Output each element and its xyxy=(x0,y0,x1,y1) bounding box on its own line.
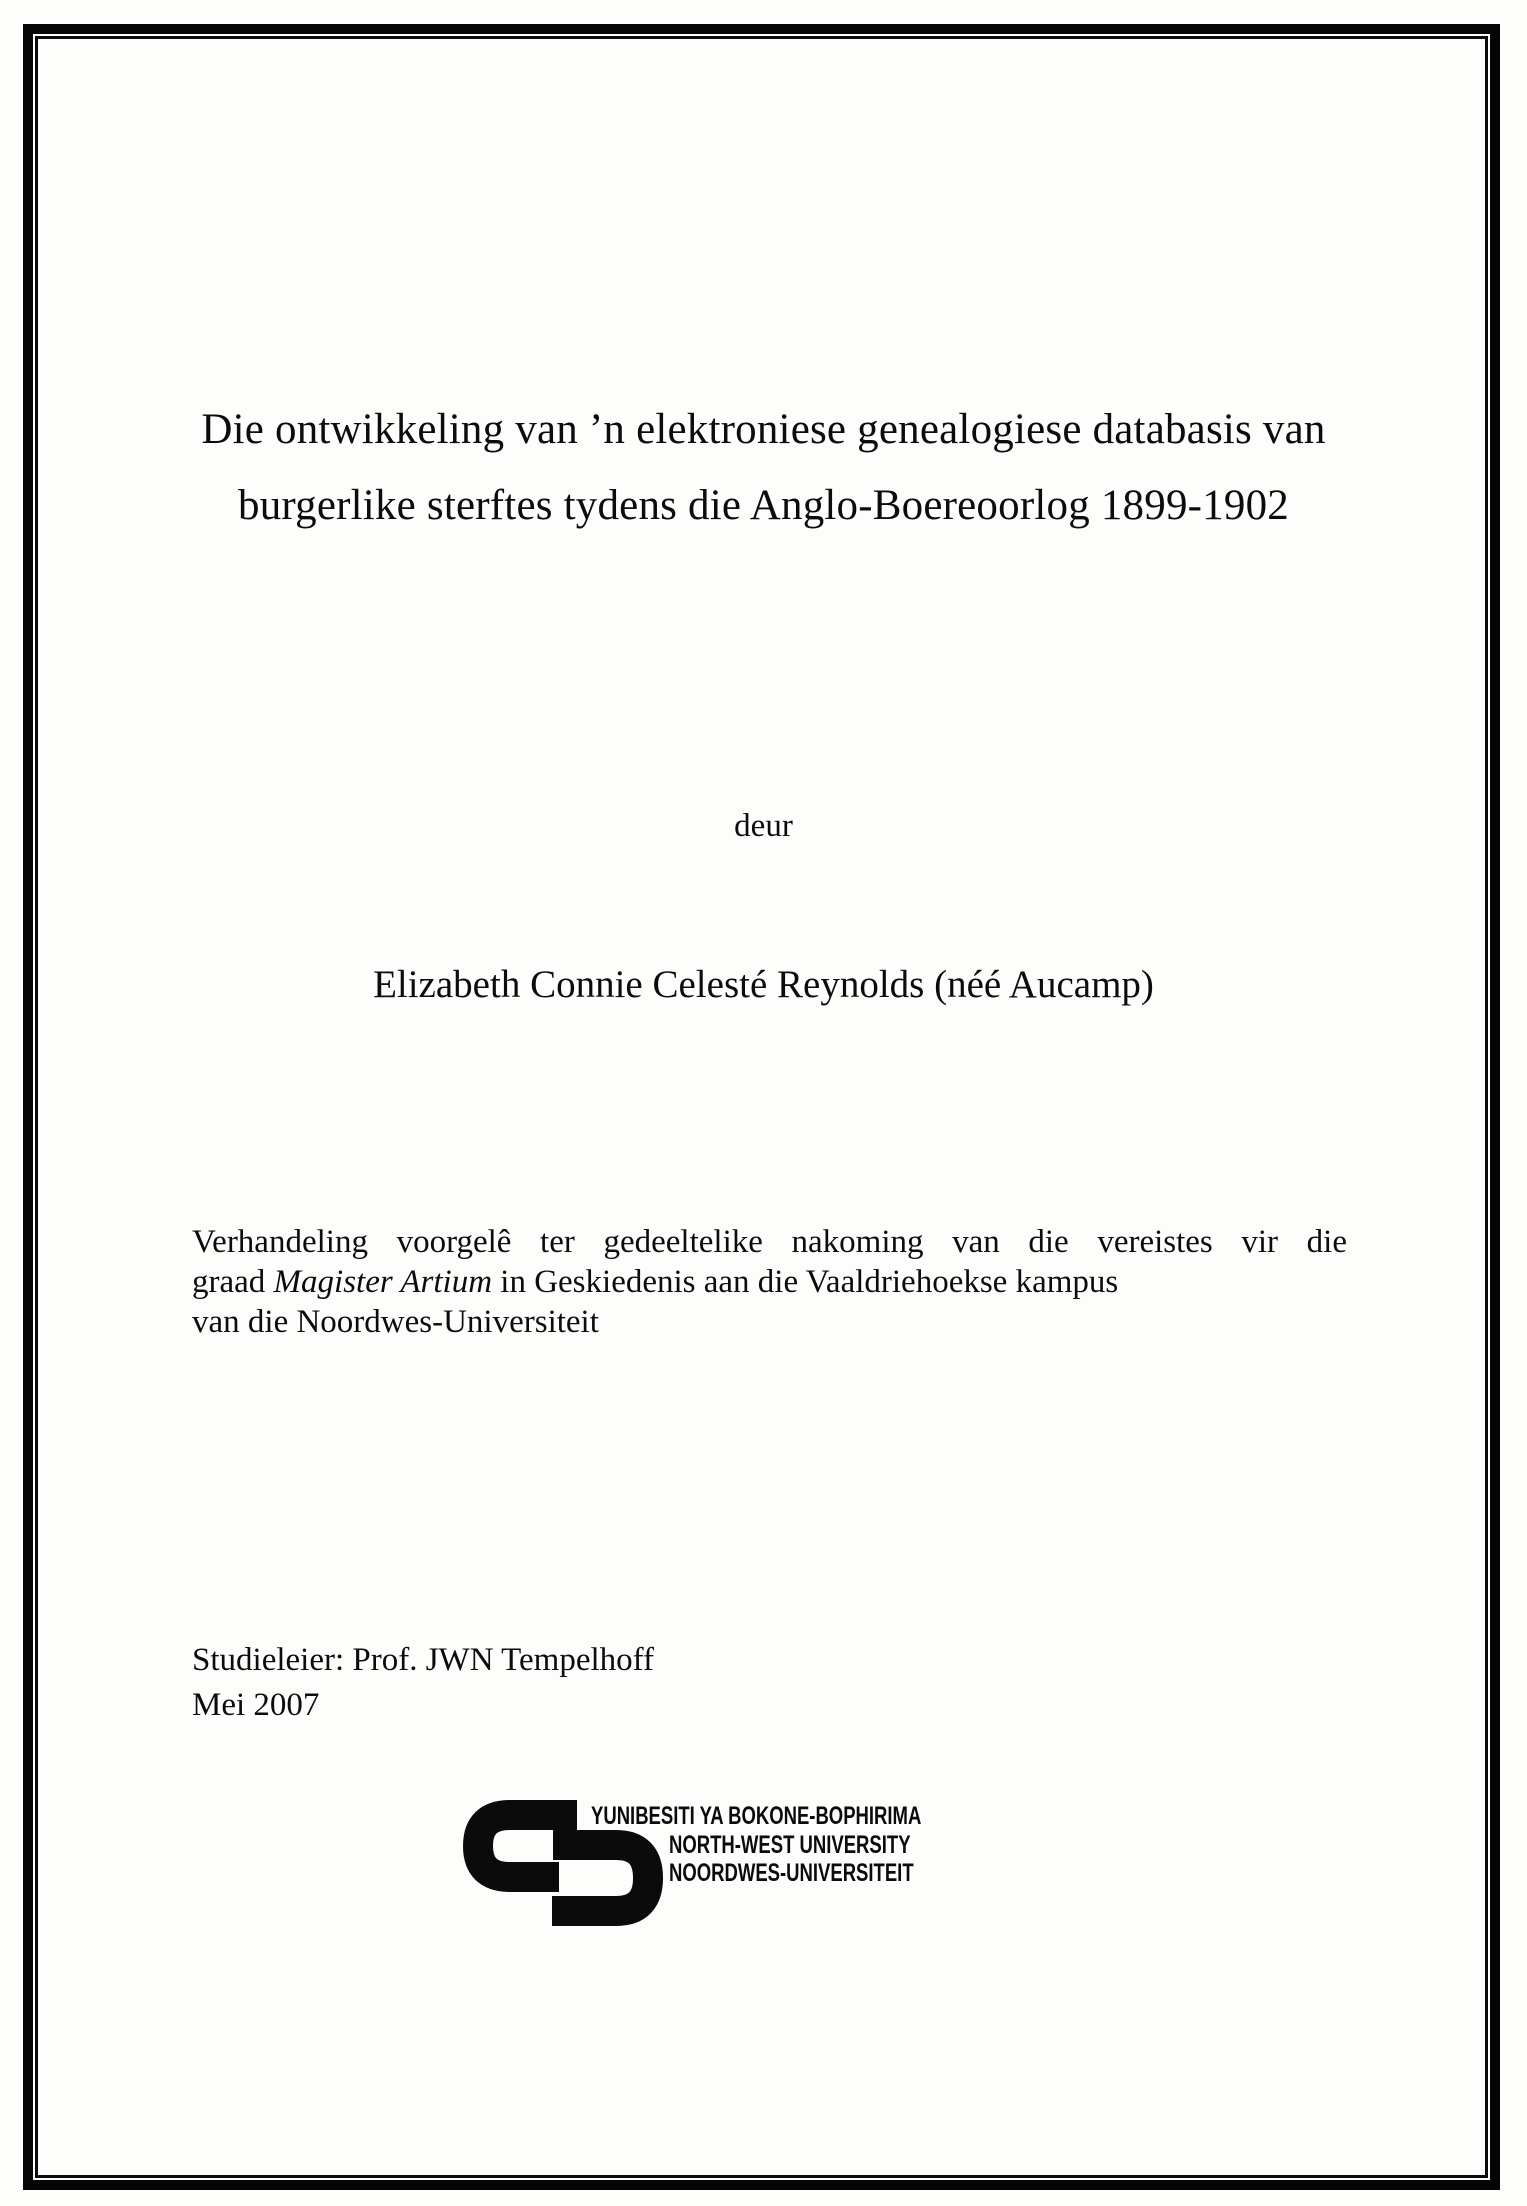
statement-line-1: Verhandeling voorgelê ter gedeeltelike nakoming van die vereistes vir die xyxy=(192,1224,1347,1260)
supervisor-line: Studieleier: Prof. JWN Tempelhoff xyxy=(192,1642,655,1678)
thesis-title-line-1: Die ontwikkeling van ’n elektroniese genealogiese databasis van xyxy=(201,406,1326,453)
statement-line-3: van die Noordwes-Universiteit xyxy=(192,1304,599,1340)
date-line: Mei 2007 xyxy=(192,1687,320,1723)
byline-label: deur xyxy=(734,808,793,844)
logo-text-line-1: YUNIBESITI YA BOKONE-BOPHIRIMA xyxy=(591,1802,922,1830)
university-logo xyxy=(463,1800,1023,1930)
thesis-statement xyxy=(192,1222,1347,1342)
thesis-title-line-2: burgerlike sterftes tydens die Anglo-Boereoorlog 1899-1902 xyxy=(238,482,1289,529)
statement-line-2 xyxy=(192,1262,1347,1302)
supervisor-block xyxy=(192,1638,654,1728)
degree-name: Magister Artium xyxy=(273,1264,493,1300)
logo-text-line-3: NOORDWES-UNIVERSITEIT xyxy=(669,1859,914,1887)
statement-line-2-pre: graad xyxy=(192,1264,274,1300)
statement-line-2-post: in Geskiedenis aan die Vaaldriehoekse kampus xyxy=(492,1264,1119,1300)
logo-text-line-2: NORTH-WEST UNIVERSITY xyxy=(669,1831,911,1859)
author-name: Elizabeth Connie Celesté Reynolds (néé Aucamp) xyxy=(373,963,1154,1006)
thesis-title xyxy=(110,392,1417,544)
